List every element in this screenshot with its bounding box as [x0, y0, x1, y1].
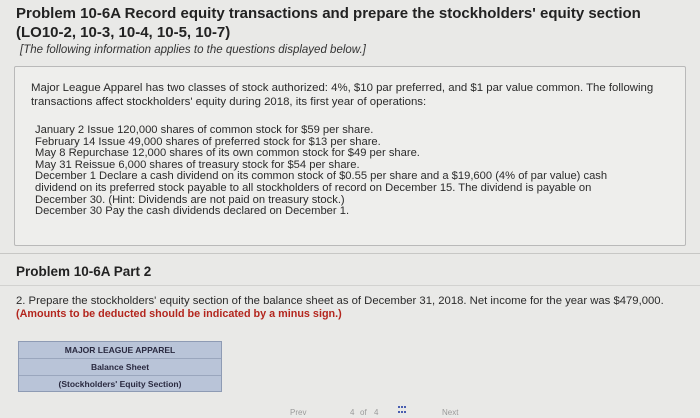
info-note: [The following information applies to the questions displayed below.] [20, 44, 366, 56]
pagination [260, 406, 500, 418]
prev-button[interactable]: Prev [290, 408, 307, 417]
page-separator: of [360, 408, 367, 417]
page-total: 4 [374, 408, 379, 417]
transaction-line: December 30 Pay the cash dividends declared on December 1. [35, 205, 350, 218]
transaction-line: May 31 Reissue 6,000 shares of treasury stock for $54 per share. [35, 158, 360, 171]
question-text [16, 295, 686, 321]
transaction-line: January 2 Issue 120,000 shares of common stock for $59 per share. [35, 124, 374, 136]
company-name: MAJOR LEAGUE APPAREL [19, 342, 221, 359]
transaction-line: May 8 Repurchase 12,000 shares of its own common stock for $49 per share. [35, 147, 420, 160]
transaction-line: December 1 Declare a cash dividend on its common stock of $0.55 per share and a $19,600 (4% of par value) cash [35, 170, 608, 183]
transaction-line: February 14 Issue 49,000 shares of preferred stock for $13 per share. [35, 135, 381, 148]
problem-intro: Major League Apparel has two classes of stock authorized: 4%, $10 par preferred, and $1 par value common. The following transactions affect stockholders' equity during 2018, its first year of operations: [31, 82, 654, 108]
divider [0, 253, 700, 254]
statement-name: Balance Sheet [19, 359, 221, 376]
question-prompt: 2. Prepare the stockholders' equity section of the balance sheet as of December 31, 2018. Net income for the year was $479,000. [16, 295, 664, 307]
grid-icon[interactable] [398, 406, 408, 414]
section-name: (Stockholders' Equity Section) [58, 379, 182, 389]
transaction-line: dividend on its preferred stock payable to all stockholders of record on December 15. The dividend is payable on [35, 181, 592, 194]
transaction-list [35, 125, 675, 218]
page-current: 4 [350, 408, 355, 417]
problem-box [14, 66, 686, 246]
next-button[interactable]: Next [442, 408, 459, 417]
page-title: Problem 10-6A Record equity transactions and prepare the stockholders' equity section (LO10-2, 10-3, 10-4, 10-5, 10-7) [16, 5, 641, 41]
divider [0, 285, 700, 286]
part-title: Problem 10-6A Part 2 [16, 264, 152, 279]
balance-sheet-header [18, 341, 222, 392]
minus-sign-warning: (Amounts to be deducted should be indicated by a minus sign.) [16, 308, 342, 320]
transaction-line: December 30. (Hint: Dividends are not paid on treasury stock.) [35, 193, 345, 206]
